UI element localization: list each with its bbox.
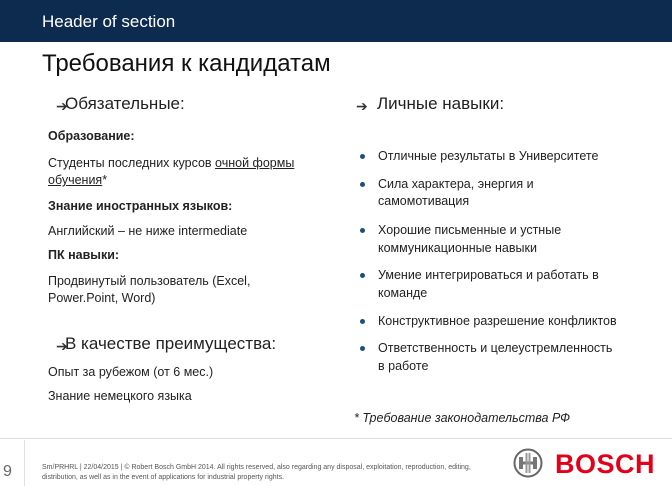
- skill-item-line: коммуникационные навыки: [378, 241, 537, 255]
- bullet-icon: [360, 273, 365, 278]
- skill-item-line: Умение интегрироваться и работать в: [378, 268, 599, 282]
- required-heading: Обязательные:: [65, 94, 185, 113]
- personal-skills-heading: Личные навыки:: [377, 94, 505, 113]
- skill-item-line: Ответственность и целеустремленность: [378, 341, 613, 355]
- advantage-item: Опыт за рубежом (от 6 мес.): [48, 365, 214, 379]
- skill-item: Отличные результаты в Университете: [378, 149, 599, 163]
- skill-item-line: команде: [378, 286, 428, 300]
- education-label: Образование:: [48, 129, 135, 143]
- education-text-asterisk: *: [102, 173, 108, 187]
- legal-line: Sm/PRHRL | 22/04/2015 | © Robert Bosch GmbH 2014. All rights reserved, also regarding any disposal, exploitation, reproduction, editing,: [42, 464, 471, 471]
- footer-divider: [0, 438, 672, 439]
- pc-skills-text-2: Power.Point, Word): [48, 291, 156, 305]
- arrow-right-icon: ➔: [56, 338, 68, 354]
- skill-item-line: Сила характера, энергия и: [378, 177, 534, 191]
- page-number-divider: [24, 440, 25, 486]
- page-number: 9: [3, 463, 12, 480]
- bullet-icon: [360, 154, 365, 159]
- bosch-logo-text: BOSCH: [555, 449, 656, 479]
- pc-skills-text-1: Продвинутый пользователь (Excel,: [48, 274, 251, 288]
- skill-item-line: в работе: [378, 359, 429, 373]
- arrow-right-icon: ➔: [56, 98, 68, 114]
- legal-notice: [42, 463, 482, 483]
- skill-item: Конструктивное разрешение конфликтов: [378, 314, 617, 328]
- bullet-icon: [360, 346, 365, 351]
- education-text: [48, 155, 348, 189]
- skill-item-line: самомотивация: [378, 194, 470, 208]
- advantage-heading: В качестве преимущества:: [65, 334, 277, 353]
- bullet-icon: [360, 182, 365, 187]
- skill-item-line: Хорошие письменные и устные: [378, 223, 562, 237]
- arrow-right-icon: ➔: [356, 98, 368, 114]
- legal-line: distribution, as well as in the event of applications for industrial property rights.: [42, 474, 285, 481]
- education-text-part: Студенты последних курсов: [48, 156, 216, 170]
- languages-text: Английский – не ниже intermediate: [48, 224, 248, 238]
- slide-title: Требования к кандидатам: [42, 50, 331, 77]
- languages-label: Знание иностранных языков:: [48, 199, 233, 213]
- education-text-underlined-2: обучения: [48, 173, 103, 187]
- legal-footnote: * Требование законодательства РФ: [354, 411, 571, 425]
- bullet-icon: [360, 228, 365, 233]
- pc-skills-label: ПК навыки:: [48, 248, 120, 262]
- section-header-title: Header of section: [42, 12, 176, 31]
- education-text-underlined: очной формы: [215, 156, 295, 170]
- bullet-icon: [360, 319, 365, 324]
- bosch-armature-icon: [513, 448, 543, 478]
- advantage-item: Знание немецкого языка: [48, 389, 192, 403]
